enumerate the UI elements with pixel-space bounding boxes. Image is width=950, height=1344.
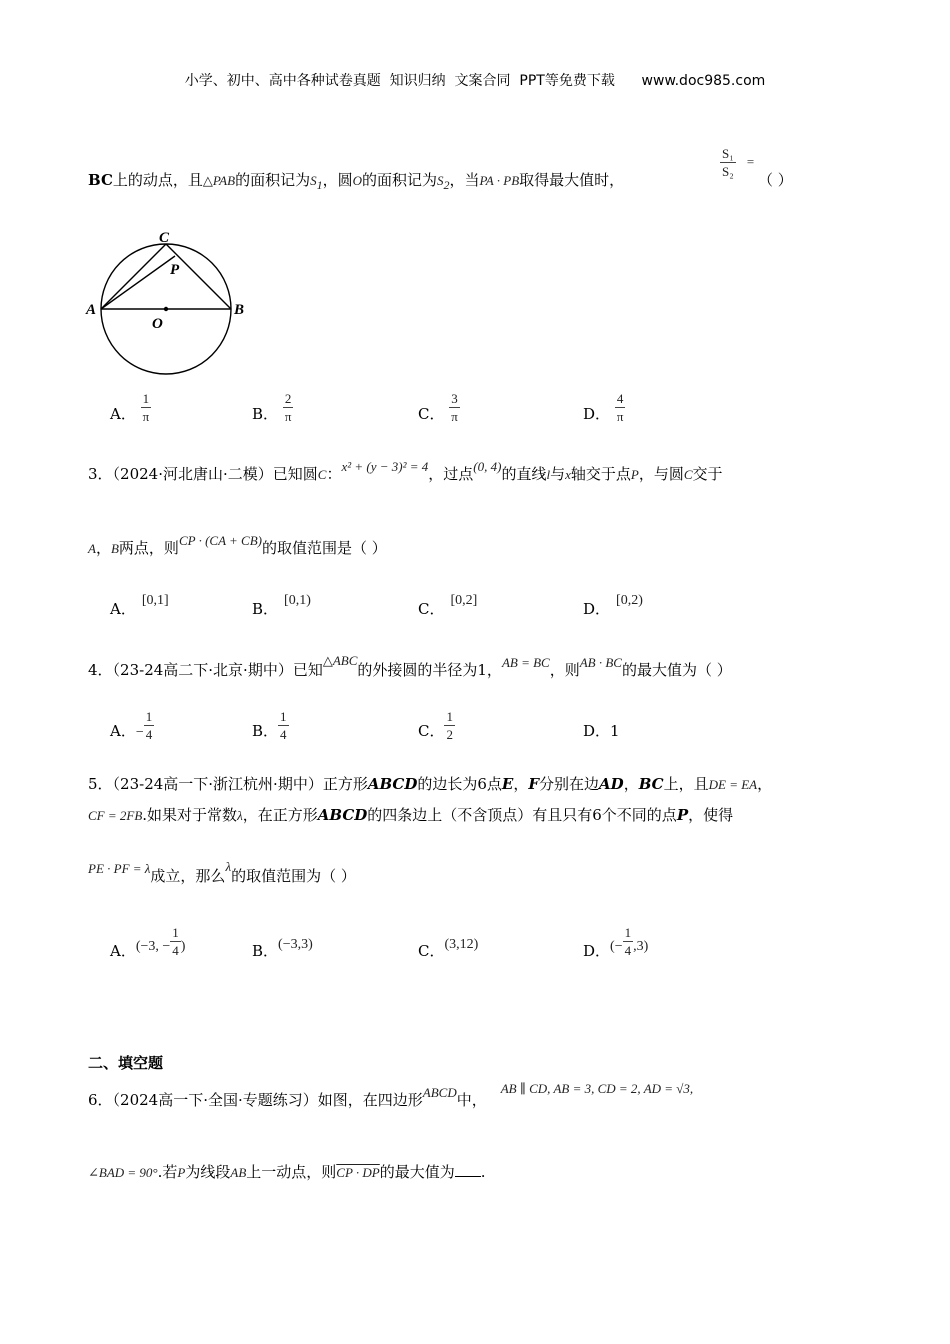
q3-math-b: B [110,541,119,556]
option-num: 3 [451,390,458,406]
q6-text: .若 [157,1163,178,1181]
q6-text: 中， [456,1091,487,1109]
q6-math-ab: AB [230,1165,247,1180]
q5-stem-line2 [88,805,733,826]
q2-segment-ap [101,256,175,309]
q2-math-s2-sub: 2 [443,178,450,192]
option-label: A． [110,942,136,960]
option-value-left: (− [610,939,623,954]
q4-option-b[interactable] [252,708,289,742]
q2-math-product: PA · PB [479,173,520,188]
q2-segment: BC [88,171,113,189]
option-value: [0,1) [284,593,311,608]
q2-label-b: B [234,302,245,318]
option-label: C． [418,405,445,423]
q5-math-cf: CF = 2FB [88,808,143,823]
q2-text: 上的动点，且 [112,171,203,189]
q5-point-f: F [528,775,540,793]
q2-text: ，圆 [322,171,353,189]
option-num: 4 [616,390,624,406]
q4-math-product: AB · BC [579,655,622,670]
option-label: B． [252,942,279,960]
q2-stem [88,170,624,195]
q6-stem [88,1081,694,1111]
q6-math-vector-product: CP · DP [336,1165,380,1180]
option-value: [0,2] [450,593,478,608]
q2-math-s2: S [437,173,444,188]
option-label: D． [583,722,611,740]
option-label: C． [418,600,445,618]
q5-text: ， [757,775,773,793]
q3-text: ： [326,465,342,483]
q6-math-angle: ∠BAD = 90° [88,1165,158,1180]
q2-ratio [720,146,736,179]
q5-stem-line3 [88,859,356,887]
option-den: 2 [446,726,453,742]
q3-option-d[interactable] [583,593,643,619]
option-label: B． [252,722,279,740]
q6-math-p: P [177,1165,186,1180]
q5-text: 成立，那么 [150,867,226,885]
option-value: 1 [610,722,620,740]
q2-math-o: O [352,173,362,188]
q5-text: ，在正方形 [242,806,318,824]
q2-math-s1-sub: 1 [316,178,323,192]
q5-text: ， [513,775,529,793]
q3-math-a: A [88,541,96,556]
q5-stem [88,774,772,795]
option-den: 4 [172,942,179,958]
section-heading: 二、填空题 [88,1054,164,1072]
option-den: 4 [145,726,153,742]
q5-point-p: P [676,806,689,824]
q5-text: .如果对于常数 [142,806,238,824]
q4-option-d[interactable] [583,720,620,741]
q3-math-point: (0, 4) [473,459,502,474]
option-label: C． [418,722,445,740]
option-label: B． [252,600,279,618]
q2-center-dot [164,307,168,311]
q2-label-p: P [170,262,180,278]
q2-option-d[interactable] [583,390,625,424]
q5-text: ，使得 [688,806,734,824]
option-label: D． [583,405,611,423]
option-label: D． [583,942,611,960]
q2-text: 的面积记为 [362,171,438,189]
q3-text: ， [95,539,111,557]
q2-figure [84,222,256,376]
q4-stem [88,653,732,681]
q6-stem-line2 [88,1162,486,1183]
q3-text: 两点，则 [118,539,179,557]
option-sign: − [135,725,144,740]
q2-answer-paren: （ ） [758,171,793,189]
q3-text: ，过点 [428,465,474,483]
q2-math-s1: S [310,173,317,188]
q3-option-a[interactable] [110,593,169,619]
q4-math-eq: AB = BC [501,655,550,670]
q5-option-a[interactable] [110,924,186,961]
q3-option-b[interactable] [252,593,311,619]
q2-ratio-den: S₂ [722,164,734,179]
page-header: 小学、初中、高中各种试卷真题 知识归纳 文案合同 PPT等免费下载 www.doc985.com [184,73,766,89]
q4-text: ，则 [549,661,580,679]
option-num: 1 [172,924,179,940]
q5-point-e: E [501,775,514,793]
option-den: π [284,408,292,424]
option-value-right: ) [180,939,186,954]
option-label: A． [110,405,136,423]
q3-math-x: x [565,467,571,482]
option-den: 4 [280,726,287,742]
q5-side-bc: BC [638,775,664,793]
q2-label-o: O [152,316,163,332]
q2-math-triangle: △PAB [202,173,236,188]
q5-option-d[interactable] [583,924,649,961]
q5-math-lambda: λ [225,859,232,874]
option-value: [0,2) [616,593,643,608]
q2-ratio-num: S₁ [722,146,734,161]
q6-text: . [480,1163,486,1181]
q6-math-quad: ABCD [422,1085,457,1100]
option-num: 1 [446,708,453,724]
q5-option-b[interactable] [252,937,313,961]
q5-text: 分别在边 [539,775,600,793]
q5-text: 的四条边上（不含顶点）有且只有6个不同的点 [367,806,677,824]
option-value: (−3,3) [278,937,313,952]
q5-text: 的取值范围为（ ） [231,867,356,885]
q6-math-conditions: AB ∥ CD, AB = 3, CD = 2, AD = √3, [500,1081,694,1096]
q4-text: 的外接圆的半径为1， [357,661,502,679]
option-num: 1 [280,708,287,724]
option-num: 1 [624,924,632,940]
q5-math-product: PE · PF = λ [88,861,151,876]
q2-label-a: A [86,302,97,318]
q3-stem [88,459,723,485]
q2-segment-ac [101,244,166,309]
q6-text: 上一动点，则 [246,1163,337,1181]
q3-text: 3．（2024·河北唐山·二模）已知圆 [88,465,318,483]
q5-square: ABCD [317,806,368,824]
q2-equals: = [746,154,755,169]
q2-label-c: C [159,230,170,246]
option-den: 4 [624,942,632,958]
q6-text: 6．（2024高一下·全国·专题练习）如图，在四边形 [88,1091,423,1109]
q3-math: C [317,467,327,482]
q3-text: ，与圆 [638,465,684,483]
q4-math-triangle: △ABC [322,653,358,668]
option-num: 2 [284,390,292,406]
q3-math-c: C [683,467,693,482]
q3-math-p: P [630,467,639,482]
q3-text: 的取值范围是（ ） [261,539,387,557]
q3-math-expression: CP · (CA + CB) [178,533,262,548]
q2-text: 的面积记为 [235,171,311,189]
q3-math-circle-eq: x² + (y − 3)² = 4 [341,459,429,474]
option-label: A． [110,722,136,740]
option-value-left: (−3, − [135,939,171,954]
q3-math-l: l [546,467,551,482]
q5-text: ， [623,775,639,793]
q6-text: 的最大值为 [379,1163,455,1181]
q5-math-lambda: λ [237,808,243,823]
option-den: π [616,408,624,424]
q2-option-b[interactable] [252,390,293,424]
q5-square: ABCD [367,775,418,793]
q3-text: 与 [550,465,566,483]
option-label: D． [583,600,611,618]
q6-text: 为线段 [185,1163,231,1181]
option-value-right: ,3) [633,939,649,954]
q2-option-c[interactable] [418,390,460,424]
option-label: C． [418,942,445,960]
option-num: 1 [142,390,150,406]
q4-text: 的最大值为（ ） [621,661,732,679]
answer-blank[interactable] [455,1162,481,1177]
q5-text: 的边长为6点 [417,775,502,793]
q2-option-a[interactable] [110,390,151,424]
q3-text: 的直线 [501,465,547,483]
option-value: (3,12) [444,937,479,952]
q5-math-eq: DE = EA [708,777,758,792]
option-num: 1 [145,708,153,724]
q4-option-c[interactable] [418,708,455,742]
q5-side-ad: AD [599,775,624,793]
q3-text: 交于 [692,465,723,483]
option-label: A． [110,600,136,618]
q5-text: 5．（23-24高一下·浙江杭州·期中）正方形 [88,775,368,793]
option-label: B． [252,405,279,423]
option-den: π [142,408,150,424]
q5-option-c[interactable] [418,937,479,961]
q3-option-c[interactable] [418,593,478,619]
option-den: π [451,408,458,424]
q4-text: 4．（23-24高二下·北京·期中）已知 [88,661,323,679]
q5-text: 上，且 [663,775,709,793]
q3-stem-line2 [88,533,387,559]
q4-option-a[interactable] [110,708,154,742]
option-value: [0,1] [141,593,169,608]
q2-text: 取得最大值时， [519,171,625,189]
q2-text: ，当 [449,171,480,189]
q3-text: 轴交于点 [570,465,631,483]
